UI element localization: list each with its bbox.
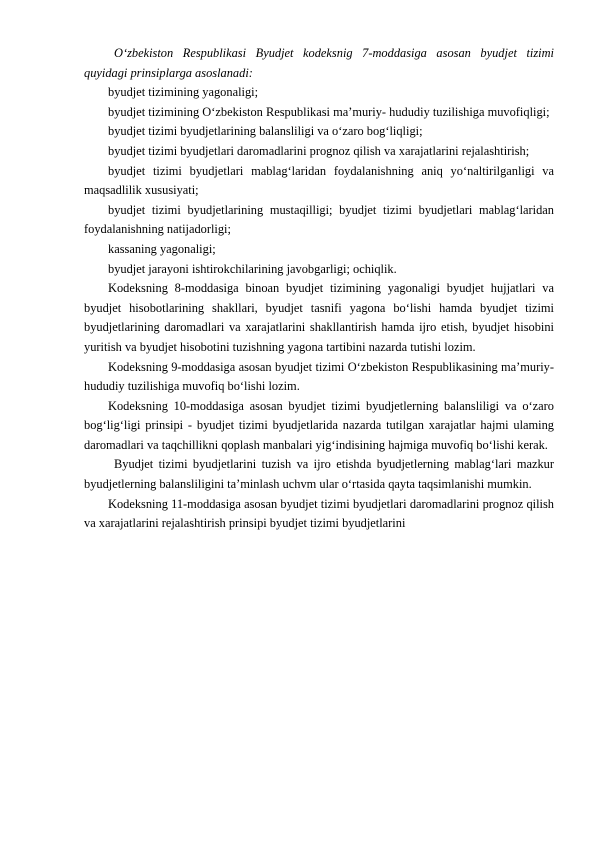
principle-item: byudjet jarayoni ishtirokchilarining javobgarligi; ochiqlik. xyxy=(108,261,397,276)
principle-item: byudjet tizimi byudjetlarining balansliligi va o‘zaro bog‘liqligi; xyxy=(108,124,423,139)
body-paragraph: Kodeksning 8-moddasiga binoan byudjet tizimining yagonaligi byudjet hujjatlari va byudjet hisobotlarining shakllari, byudjet tasnifi yagona bo‘lishi hamda byudjet tizimi byudjetlarining daromadlari va xarajatlarini shakllantirish hamda ijro etish, byudjet hisobini yuritish va byudjet hisobotini tuzishning yagona tartibini nazarda tutishi lozim. xyxy=(84,281,554,354)
principle-item: byudjet tizimining O‘zbekiston Respublikasi ma’muriy- hududiy tuzilishiga muvofiqligi; xyxy=(108,104,550,119)
principle-item: byudjet tizimining yagonaligi; xyxy=(108,85,259,100)
principle-item: byudjet tizimi byudjetlarining mustaqilligi; byudjet tizimi byudjetlari mablag‘laridan foydalanishning natijadorligi; xyxy=(84,202,554,237)
body-paragraph: Byudjet tizimi byudjetlarini tuzish va ijro etishda byudjetlerning mablag‘lari mazkur byudjetlerning balansliligini ta’minlash uchvm ular o‘rtasida qayta taqsimlanishi mumkin. xyxy=(84,457,554,492)
body-paragraph: Kodeksning 11-moddasiga asosan byudjet tizimi byudjetlari daromadlarini prognoz qilish va xarajatlarini rejalashtirish prinsipi byudjet tizimi byudjetlarini xyxy=(84,496,554,531)
document-page xyxy=(84,44,554,534)
principle-item: byudjet tizimi byudjetlari daromadlarini prognoz qilish va xarajatlarini rejalashtirish; xyxy=(108,143,530,158)
body-paragraph: Kodeksning 10-moddasiga asosan byudjet tizimi byudjetlerning balansliligi va o‘zaro bog‘lig‘ligi prinsipi - byudjet tizimi byudjetlarida nazarda tutilgan xarajatlar hajmi ulaming daromadlari va taqchillikni qoplash manbalari yig‘indisining hajmiga muvofiq bo‘lishi kerak. xyxy=(84,398,554,452)
principle-item: kassaning yagonaligi; xyxy=(108,241,216,256)
body-paragraph: Kodeksning 9-moddasiga asosan byudjet tizimi O‘zbekiston Respublikasining ma’muriy-hududiy tuzilishiga muvofiq bo‘lishi lozim. xyxy=(84,359,554,394)
principle-item: byudjet tizimi byudjetlari mablag‘laridan foydalanishning aniq yo‘naltirilganligi va maqsadlilik xususiyati; xyxy=(84,163,554,198)
intro-paragraph: O‘zbekiston Respublikasi Byudjet kodeksnig 7-moddasiga asosan byudjet tizimi quyidagi prinsiplarga asoslanadi: xyxy=(84,46,554,80)
